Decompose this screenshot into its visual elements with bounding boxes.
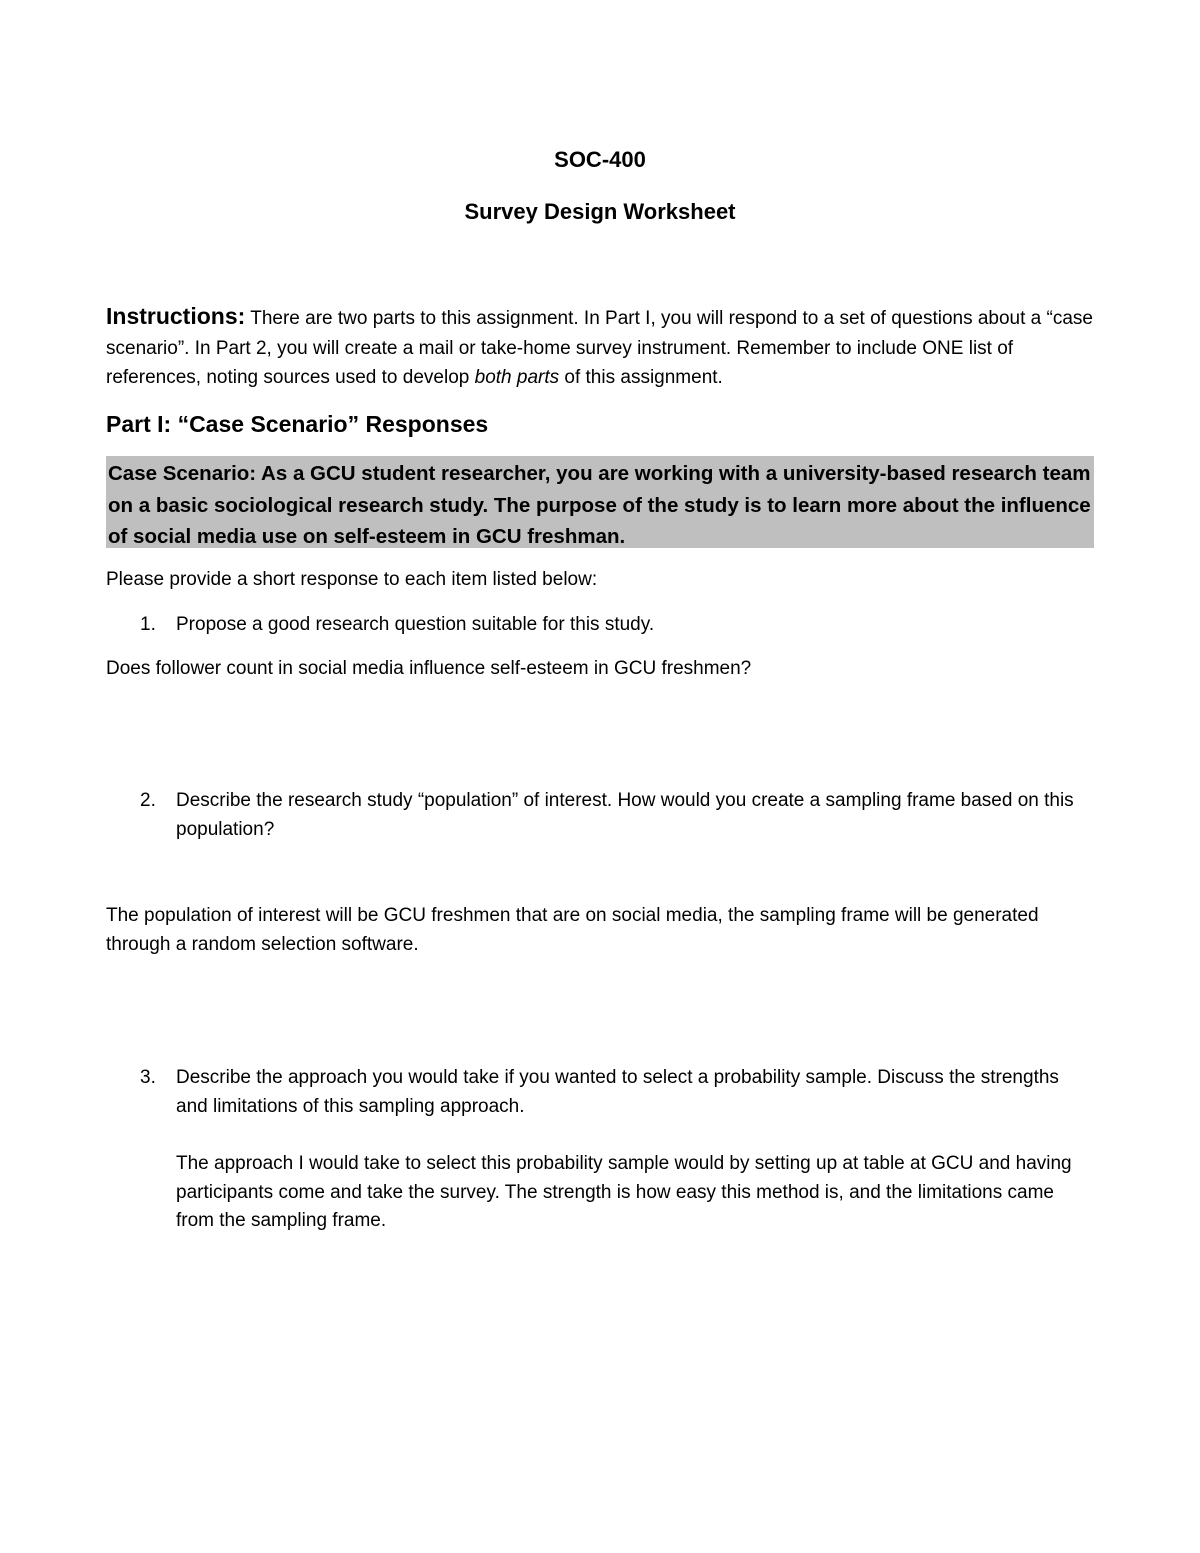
question-1 — [140, 611, 1095, 640]
answer-1: Does follower count in social media influence self-esteem in GCU freshmen? — [106, 658, 752, 679]
question-text: Describe the approach you would take if you wanted to select a probability sample. Discuss the strengths and limitations of this sampling approach. — [176, 1067, 1059, 1117]
question-number: 2. — [140, 790, 156, 811]
instructions-paragraph — [106, 302, 1096, 393]
instructions-emphasis: both parts — [474, 367, 560, 388]
case-scenario-box: Case Scenario: As a GCU student researcher, you are working with a university-based research team on a basic sociological research study. The purpose of the study is to learn more about the influence of social media use on self-esteem in GCU freshman. — [106, 456, 1094, 548]
course-code: SOC-400 — [554, 147, 646, 172]
instructions-text-2: of this assignment. — [559, 367, 723, 388]
response-prompt: Please provide a short response to each item listed below: — [106, 569, 598, 590]
question-3 — [140, 1064, 1095, 1121]
instructions-label: Instructions: — [106, 303, 246, 329]
answer-3: The approach I would take to select this probability sample would by setting up at table at GCU and having participants come and take the survey. The strength is how easy this method is, and the limitations came from the sampling frame. — [176, 1153, 1072, 1231]
question-2 — [140, 787, 1095, 844]
answer-2: The population of interest will be GCU freshmen that are on social media, the sampling frame will be generated through a random selection software. — [106, 905, 1039, 955]
question-text: Describe the research study “population” of interest. How would you create a sampling frame based on this population? — [176, 790, 1074, 840]
question-number: 3. — [140, 1067, 156, 1088]
question-text: Propose a good research question suitable for this study. — [176, 614, 655, 635]
question-number: 1. — [140, 614, 156, 635]
document-title: Survey Design Worksheet — [464, 199, 736, 224]
instructions-text-1: There are two parts to this assignment. In Part I, you will respond to a set of questions about a “case scenario”. In Part 2, you will create a mail or take-home survey instrument. Remember to include ONE list of references, noting sources used to develop — [106, 308, 1093, 388]
part-1-heading: Part I: “Case Scenario” Responses — [106, 411, 489, 437]
